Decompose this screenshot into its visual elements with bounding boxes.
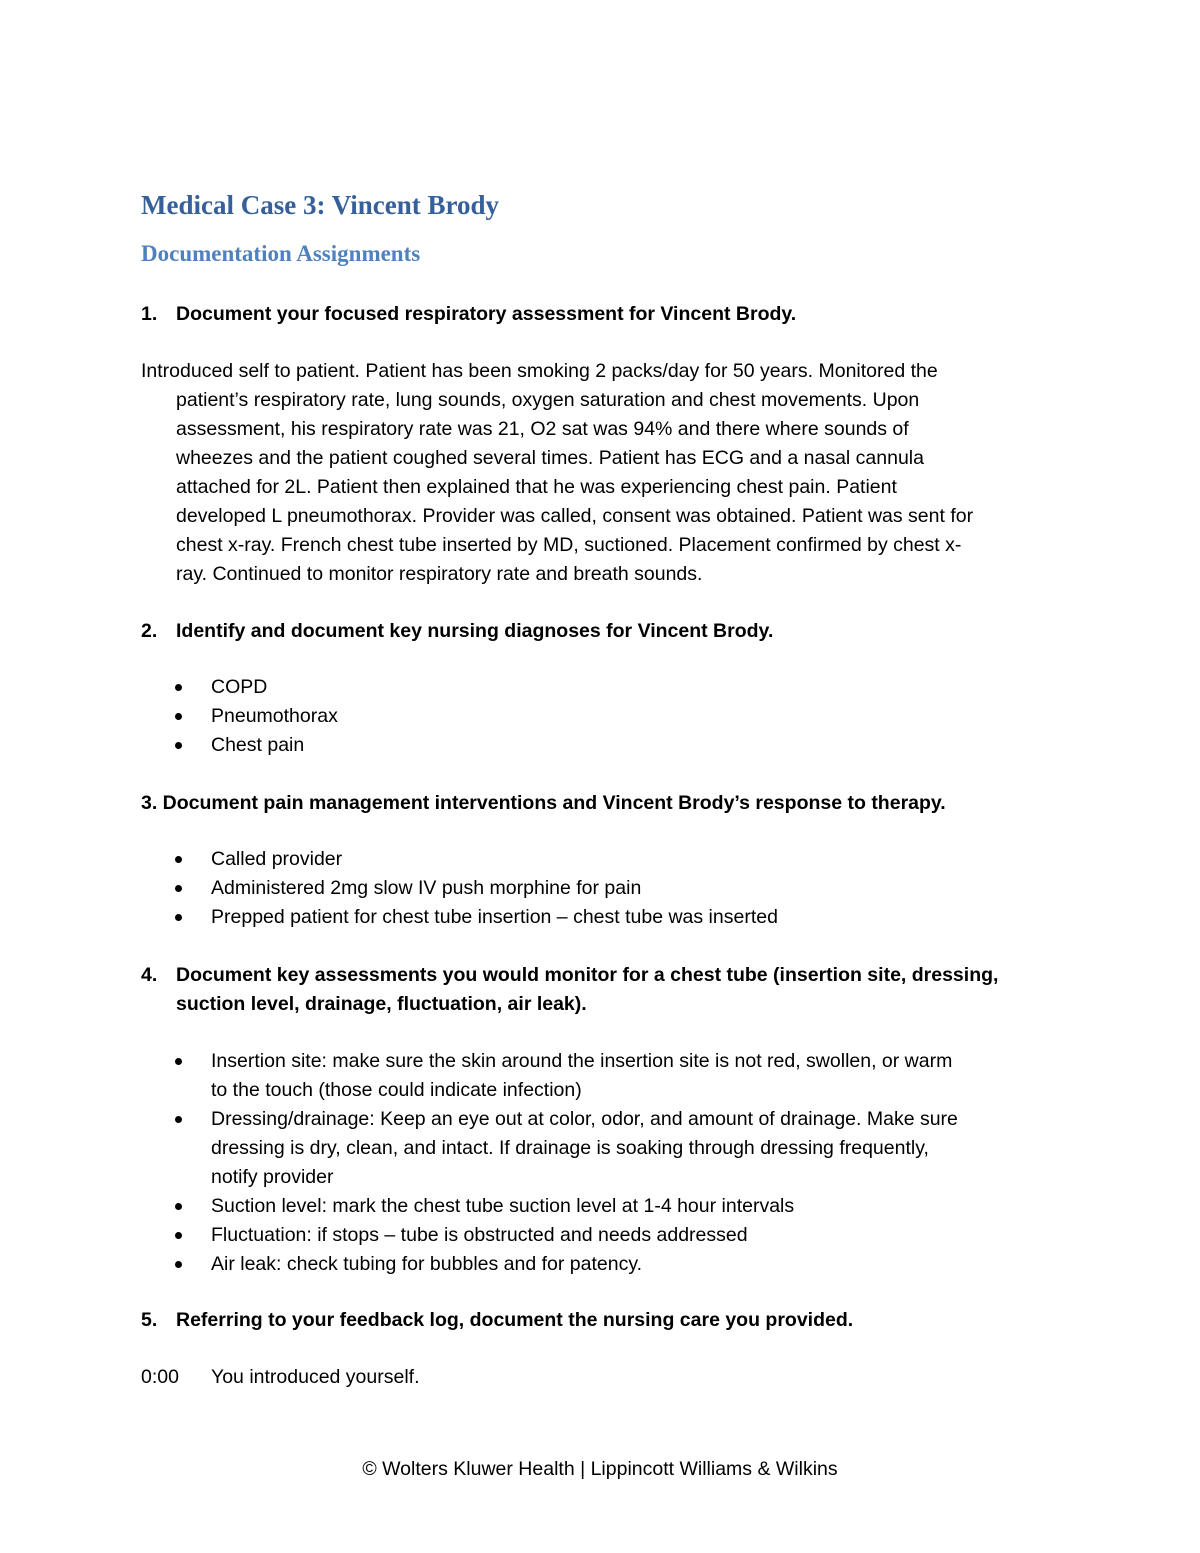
log-time: 0:00 [141,1366,179,1388]
answer-line: Introduced self to patient. Patient has been smoking 2 packs/day for 50 years. Monitored the [141,360,938,382]
bullet-icon [175,1116,182,1123]
question-3 [141,789,946,818]
document-subtitle: Documentation Assignments [141,241,421,266]
page-footer: © Wolters Kluwer Health | Lippincott Williams & Wilkins [362,1458,838,1480]
bullet-icon [175,1232,182,1239]
list-item-text: Suction level: mark the chest tube suction level at 1-4 hour intervals [211,1195,795,1217]
list-item-text: notify provider [211,1166,334,1188]
list-item-text: Chest pain [211,734,305,756]
answer-line: ray. Continued to monitor respiratory rate and breath sounds. [176,563,703,585]
question-2 [141,617,773,646]
list-item-text: COPD [211,676,268,698]
list-item-text: to the touch (those could indicate infection) [211,1079,582,1101]
list-item [0,874,778,903]
question-text: Document your focused respiratory assessment for Vincent Brody. [176,303,797,325]
question-text: Document key assessments you would monitor for a chest tube (insertion site, dressing, [176,964,999,986]
answer-line: wheezes and the patient coughed several times. Patient has ECG and a nasal cannula [176,447,924,469]
answer-line: assessment, his respiratory rate was 21, O2 sat was 94% and there where sounds of [176,418,909,440]
question-number: 4. [141,964,158,986]
list-item [0,845,778,874]
list-item [0,1105,958,1192]
list-item [0,1250,958,1279]
question-number: 2. [141,620,158,642]
question-1 [141,300,796,329]
list-item-text: Fluctuation: if stops – tube is obstructed and needs addressed [211,1224,748,1246]
list-item-text: Prepped patient for chest tube insertion – chest tube was inserted [211,906,778,928]
answer-1-paragraph [141,357,1071,589]
question-text: Identify and document key nursing diagnoses for Vincent Brody. [176,620,774,642]
question-4 [141,961,998,1019]
list-item-text: dressing is dry, clean, and intact. If drainage is soaking through dressing frequently, [211,1137,929,1159]
bullet-icon [175,856,182,863]
list-item [0,903,778,932]
list-item-text: Pneumothorax [211,705,338,727]
bullet-icon [175,1203,182,1210]
list-item [0,702,338,731]
question-text: Referring to your feedback log, document the nursing care you provided. [176,1309,854,1331]
answer-line: chest x-ray. French chest tube inserted by MD, suctioned. Placement confirmed by chest x- [176,534,962,556]
document-title: Medical Case 3: Vincent Brody [141,190,499,220]
diagnoses-list [0,673,338,760]
answer-line: patient’s respiratory rate, lung sounds, oxygen saturation and chest movements. Upon [176,389,920,411]
list-item [0,1047,958,1105]
list-item-text: Administered 2mg slow IV push morphine for pain [211,877,642,899]
answer-line: attached for 2L. Patient then explained that he was experiencing chest pain. Patient [176,476,897,498]
answer-line: developed L pneumothorax. Provider was called, consent was obtained. Patient was sent for [176,505,974,527]
question-5 [141,1306,853,1335]
bullet-icon [175,713,182,720]
assessments-list [0,1047,958,1279]
question-text: 3. Document pain management interventions and Vincent Brody’s response to therapy. [141,792,946,814]
question-text-continued: suction level, drainage, fluctuation, air leak). [176,993,587,1015]
bullet-icon [175,885,182,892]
bullet-icon [175,684,182,691]
question-number: 5. [141,1309,158,1331]
list-item-text: Air leak: check tubing for bubbles and for patency. [211,1253,643,1275]
feedback-log-entry [141,1363,420,1392]
question-number: 1. [141,303,158,325]
list-item-text: Insertion site: make sure the skin around the insertion site is not red, swollen, or warm [211,1050,953,1072]
bullet-icon [175,1058,182,1065]
list-item [0,673,338,702]
bullet-icon [175,742,182,749]
list-item-text: Called provider [211,848,343,870]
log-text: You introduced yourself. [211,1366,420,1388]
list-item [0,731,338,760]
interventions-list [0,845,778,932]
list-item [0,1192,958,1221]
list-item [0,1221,958,1250]
bullet-icon [175,1261,182,1268]
bullet-icon [175,914,182,921]
list-item-text: Dressing/drainage: Keep an eye out at color, odor, and amount of drainage. Make sure [211,1108,958,1130]
